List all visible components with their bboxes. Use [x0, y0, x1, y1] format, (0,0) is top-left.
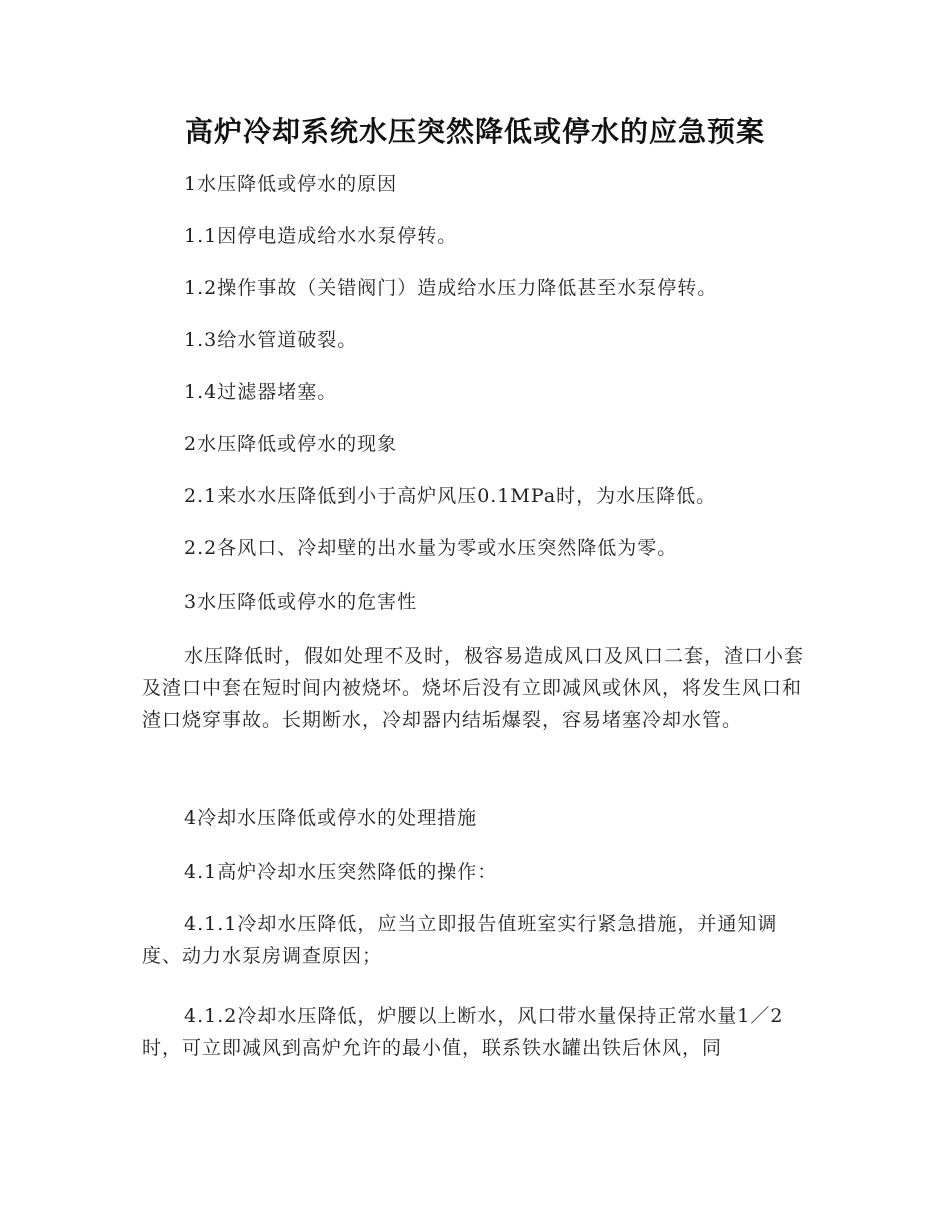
paragraph-1-4: 1.4过滤器堵塞。 [184, 381, 338, 403]
section-heading-4: 4冷却水压降低或停水的处理措施 [184, 807, 478, 829]
paragraph-4-1: 4.1高炉冷却水压突然降低的操作： [184, 861, 498, 883]
section-heading-2: 2水压降低或停水的现象 [184, 433, 398, 455]
paragraph-4-1-2: 4.1.2冷却水压降低，炉腰以上断水，风口带水量保持正常水量1／2时，可立即减风到高炉允许的最小值，联系铁水罐出铁后休风，同 [142, 1005, 784, 1059]
document-title: 高炉冷却系统水压突然降低或停水的应急预案 [184, 115, 765, 148]
paragraph-hazard: 水压降低时，假如处理不及时，极容易造成风口及风口二套，渣口小套及渣口中套在短时间内被烧坏。烧坏后没有立即减风或休风，将发生风口和渣口烧穿事故。长期断水，冷却器内结垢爆裂，容易堵塞冷却水管。 [142, 645, 805, 731]
paragraph-1-2: 1.2操作事故（关错阀门）造成给水压力降低甚至水泵停转。 [184, 277, 718, 299]
paragraph-2-2: 2.2各风口、冷却壁的出水量为零或水压突然降低为零。 [184, 537, 678, 559]
paragraph-2-1: 2.1来水水压降低到小于高炉风压0.1MPa时，为水压降低。 [184, 485, 717, 507]
section-heading-3: 3水压降低或停水的危害性 [184, 591, 418, 613]
paragraph-4-1-1: 4.1.1冷却水压降低，应当立即报告值班室实行紧急措施，并通知调度、动力水泵房调查原因； [142, 913, 778, 967]
section-heading-1: 1水压降低或停水的原因 [184, 173, 398, 195]
paragraph-1-3: 1.3给水管道破裂。 [184, 329, 358, 351]
paragraph-1-1: 1.1因停电造成给水水泵停转。 [184, 225, 458, 247]
